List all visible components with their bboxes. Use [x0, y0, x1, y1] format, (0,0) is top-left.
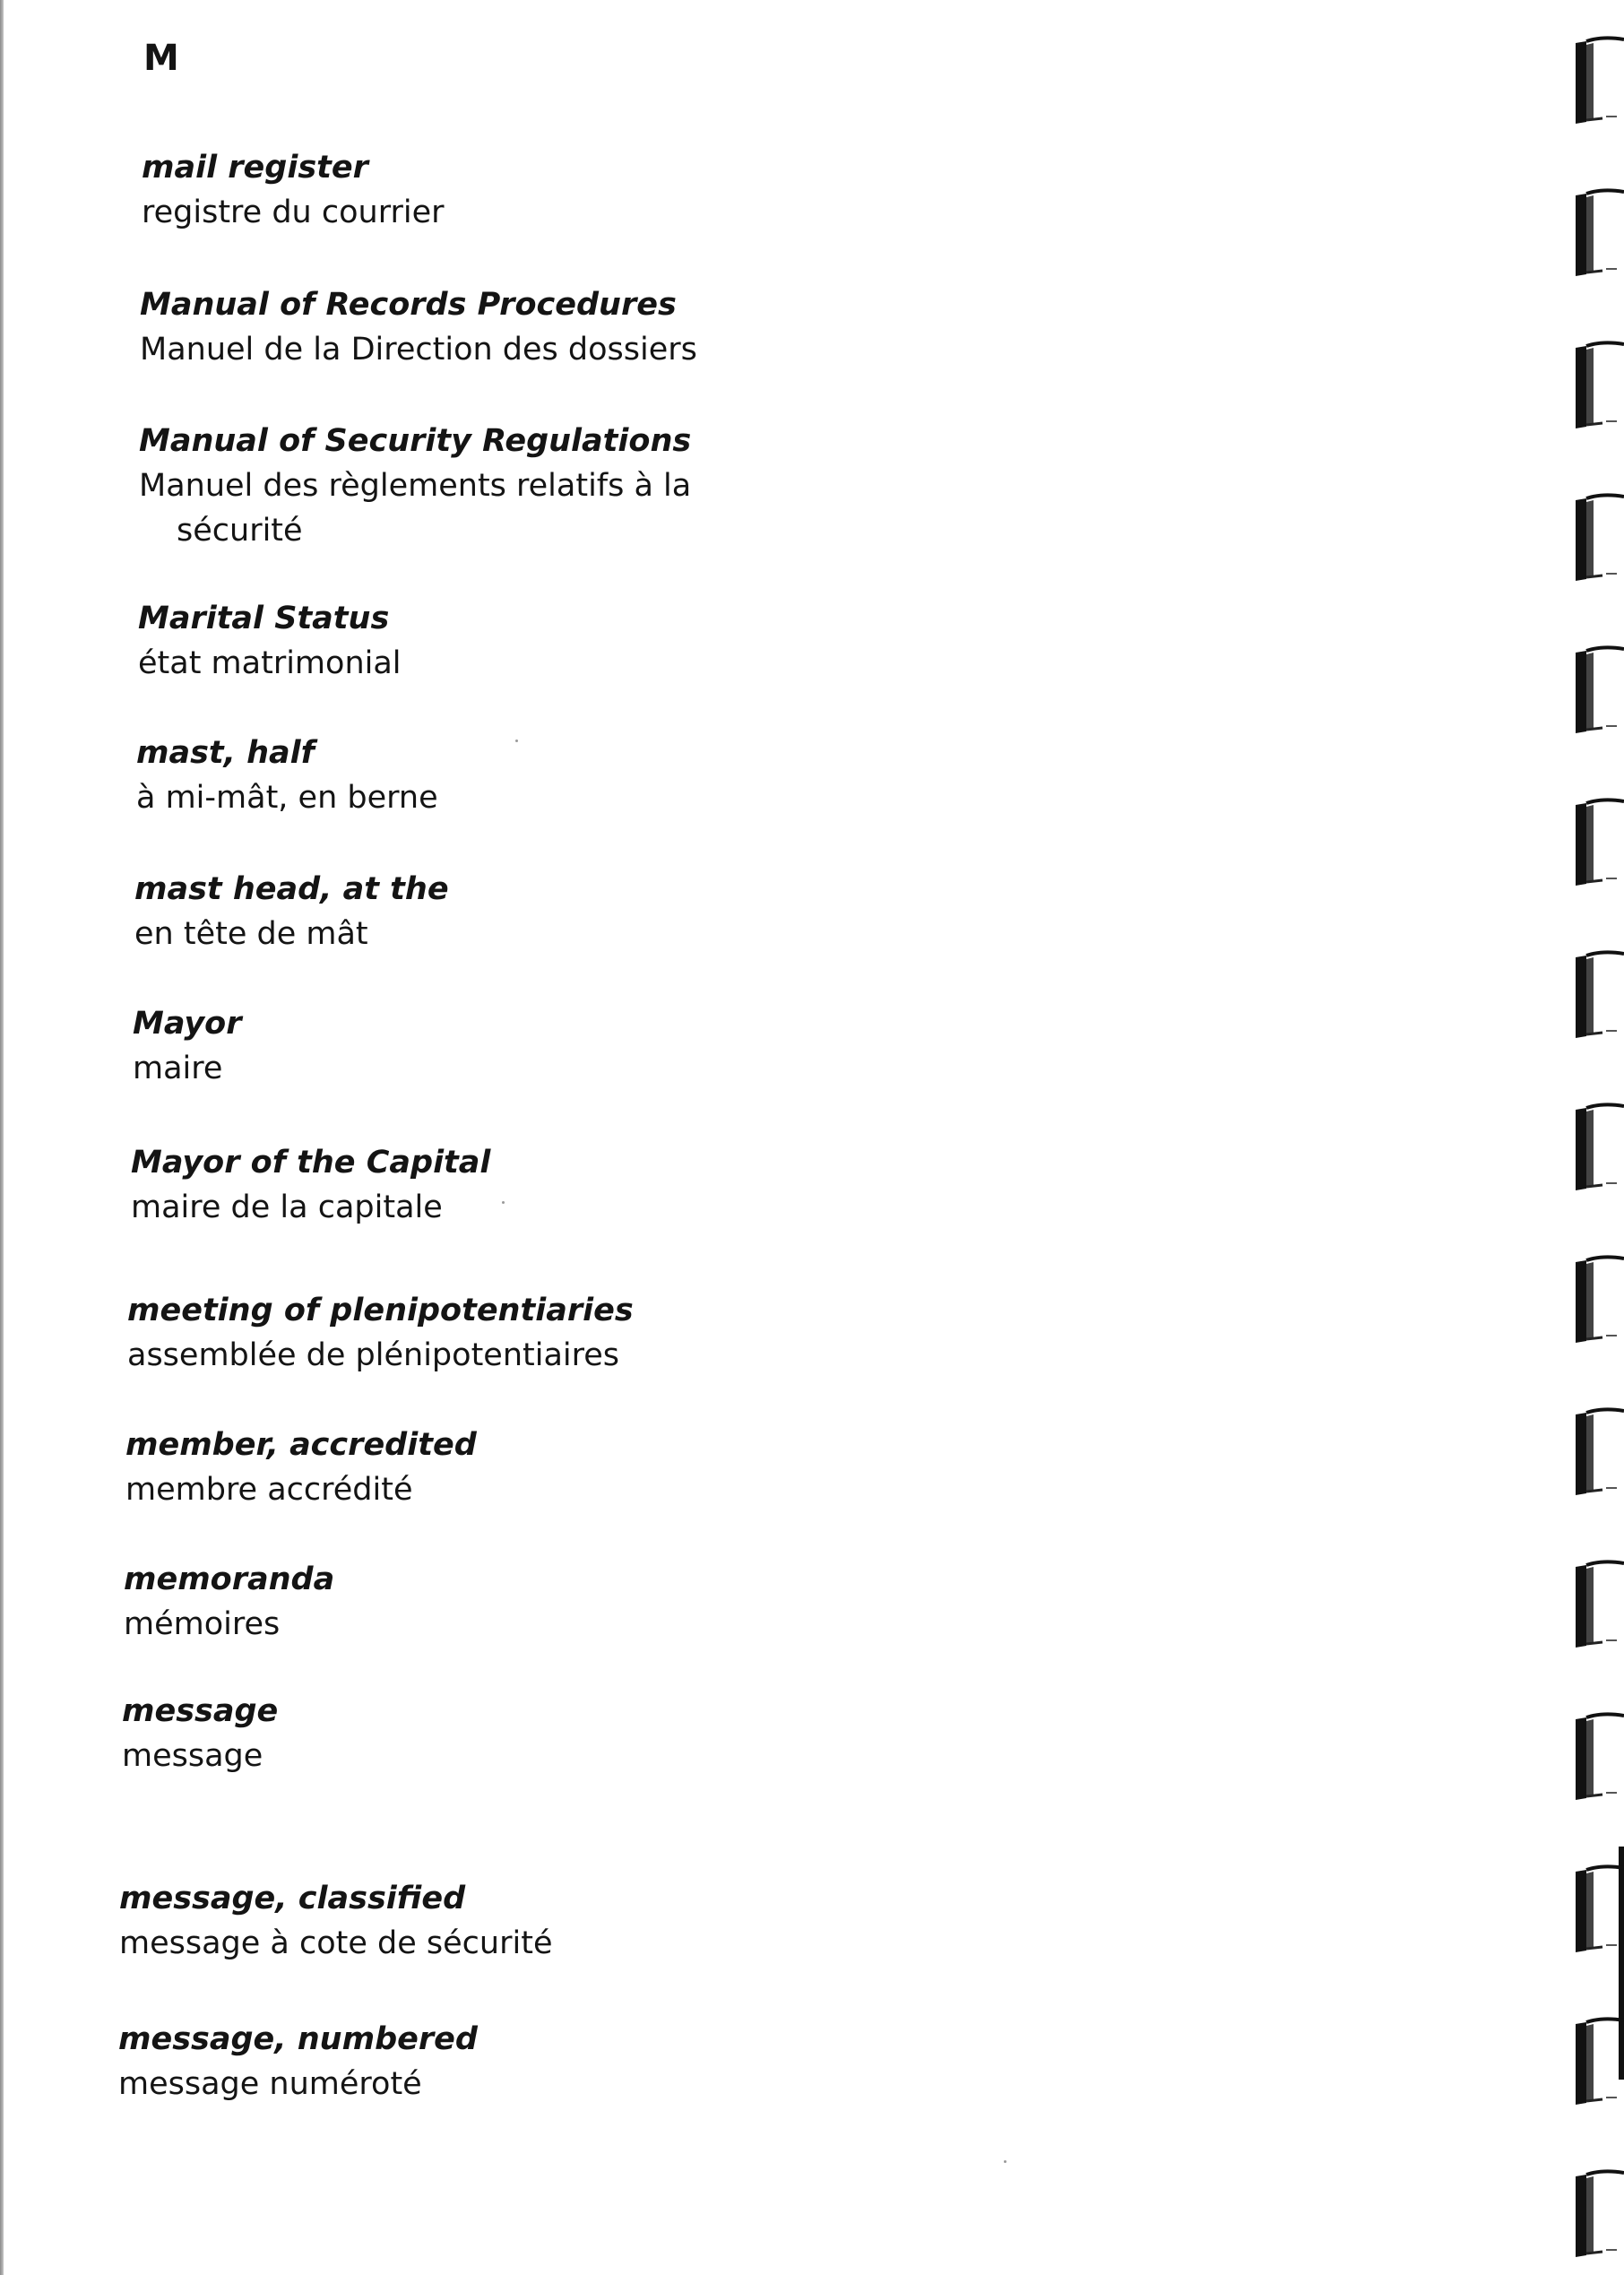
- scan-speck: [1004, 2160, 1006, 2163]
- spiral-binding-ring-icon: [1567, 1712, 1624, 1805]
- entry-translation: membre accrédité: [125, 1472, 413, 1508]
- entry-translation: message: [122, 1738, 263, 1774]
- glossary-entry: [119, 1876, 926, 1966]
- spiral-binding-ring-icon: [1567, 950, 1624, 1043]
- entry-term: mast, half: [136, 735, 315, 771]
- spiral-binding-ring-icon: [1567, 188, 1624, 281]
- glossary-entry: [142, 145, 948, 235]
- spiral-binding-ring-icon: [1567, 493, 1624, 586]
- entry-translation: état matrimonial: [138, 645, 402, 681]
- glossary-entry: [134, 867, 941, 956]
- entry-translation: assemblée de plénipotentiaires: [127, 1337, 620, 1373]
- spiral-binding-ring-icon: [1567, 645, 1624, 739]
- glossary-entry: [118, 2017, 925, 2106]
- spiral-binding-ring-icon: [1567, 2017, 1624, 2110]
- entry-translation: message numéroté: [118, 2066, 422, 2102]
- entry-translation: registre du courrier: [142, 195, 445, 230]
- glossary-entry: [122, 1689, 929, 1778]
- spiral-binding-ring-icon: [1567, 1560, 1624, 1653]
- scan-left-edge: [0, 0, 4, 2275]
- spiral-binding-ring-icon: [1567, 1864, 1624, 1958]
- glossary-entry: [139, 419, 946, 553]
- entry-term: mast head, at the: [134, 871, 449, 907]
- glossary-entry: [127, 1288, 934, 1378]
- entry-term: Marital Status: [138, 601, 390, 636]
- entry-translation: à mi-mât, en berne: [136, 780, 438, 816]
- glossary-entry: [131, 1140, 937, 1230]
- glossary-entry: [124, 1557, 930, 1647]
- glossary-entry: [140, 282, 946, 372]
- entry-translation: message à cote de sécurité: [119, 1925, 553, 1961]
- entry-term: memoranda: [124, 1561, 335, 1597]
- entry-term: Manual of Security Regulations: [139, 423, 692, 459]
- spiral-binding-ring-icon: [1567, 1255, 1624, 1348]
- entry-translation: Manuel de la Direction des dossiers: [140, 332, 697, 368]
- glossary-entry: [133, 1001, 939, 1091]
- scan-speck: [502, 1201, 505, 1204]
- section-letter: M: [143, 38, 180, 79]
- entry-term: mail register: [142, 150, 368, 186]
- entry-term: message, numbered: [118, 2021, 478, 2057]
- spiral-binding-ring-icon: [1567, 36, 1624, 129]
- spiral-binding-ring-icon: [1567, 2169, 1624, 2262]
- entry-term: Mayor of the Capital: [131, 1145, 491, 1181]
- glossary-entry: [136, 731, 943, 820]
- entry-term: Manual of Records Procedures: [140, 287, 677, 323]
- entry-translation: maire: [133, 1051, 223, 1086]
- entry-term: message: [122, 1693, 279, 1729]
- spiral-binding-ring-icon: [1567, 798, 1624, 891]
- entry-translation: Manuel des règlements relatifs à la: [139, 468, 692, 504]
- scan-speck: [515, 740, 518, 742]
- entry-translation-continued: sécurité: [177, 513, 303, 549]
- entry-term: member, accredited: [125, 1427, 477, 1463]
- spiral-binding-ring-icon: [1567, 1407, 1624, 1501]
- entry-translation: maire de la capitale: [131, 1189, 443, 1225]
- entry-translation: mémoires: [124, 1606, 281, 1642]
- glossary-entry: [125, 1423, 932, 1512]
- spiral-binding-ring-icon: [1567, 1103, 1624, 1196]
- entry-term: meeting of plenipotentiaries: [127, 1293, 634, 1328]
- entry-translation: en tête de mât: [134, 916, 368, 952]
- spiral-binding-ring-icon: [1567, 341, 1624, 434]
- glossary-entry: [138, 596, 945, 686]
- entry-term: Mayor: [133, 1006, 242, 1042]
- entry-term: message, classified: [119, 1881, 466, 1916]
